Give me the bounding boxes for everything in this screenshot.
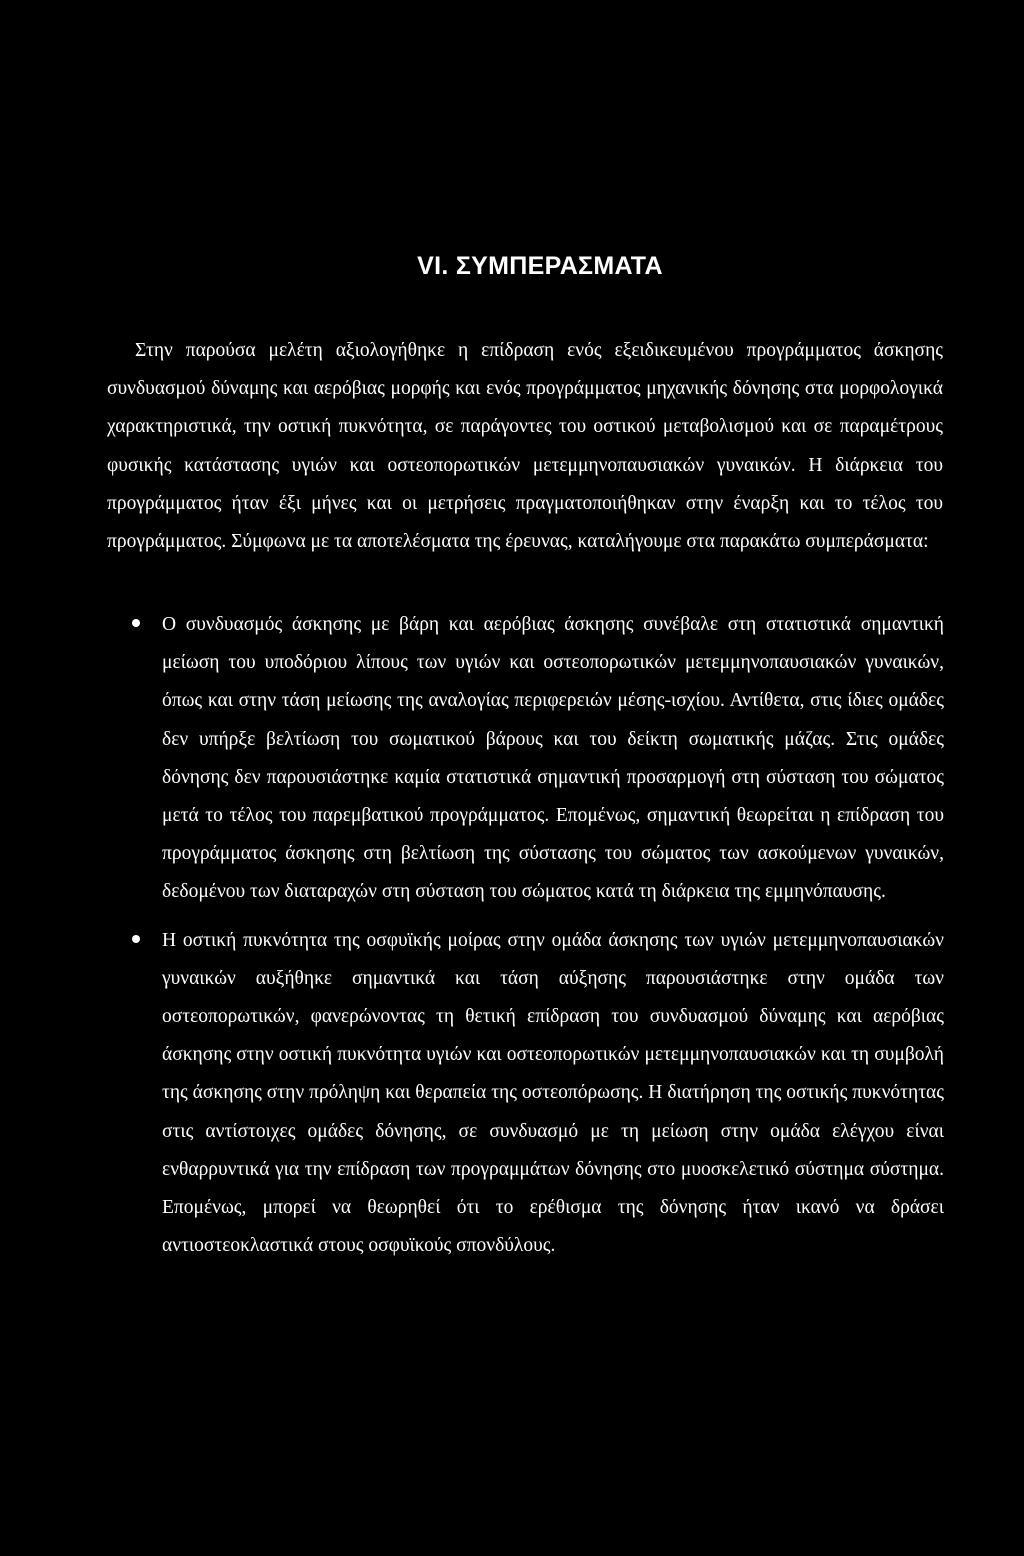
bullet-dot-icon <box>132 619 140 627</box>
conclusions-list <box>162 606 944 1275</box>
list-item-text: Η οστική πυκνότητα της οσφυϊκής μοίρας στην ομάδα άσκησης των υγιών μετεμμηνοπαυσιακών γυναικών αυξήθηκε σημαντικά και τάση αύξησης παρουσιάστηκε στην ομάδα των οστεοπορωτικών, φανερώνοντας τη θετική επίδραση του συνδυασμού δύναμης και αερόβιας άσκησης στην οστική πυκνότητα υγιών και οστεοπορωτικών μετεμμηνοπαυσιακών και τη συμβολή της άσκησης στην πρόληψη και θεραπεία της οστεοπόρωσης. Η διατήρηση της οστικής πυκνότητας στις αντίστοιχες ομάδες δόνησης, σε συνδυασμό με τη μείωση στην ομάδα ελέγχου είναι ενθαρρυντικά για την επίδραση των προγραμμάτων δόνησης στο μυοσκελετικό σύστημα σύστημα. Επομένως, μπορεί να θεωρηθεί ότι το ερέθισμα της δόνησης ήταν ικανό να δράσει αντιοστεοκλαστικά στους οσφυϊκούς σπονδύλους. <box>162 929 944 1257</box>
list-item-text: Ο συνδυασμός άσκησης με βάρη και αερόβιας άσκησης συνέβαλε στη στατιστικά σημαντική μείωση του υποδόριου λίπους των υγιών και οστεοπορωτικών μετεμμηνοπαυσιακών γυναικών, όπως και στην τάση μείωσης της αναλογίας περιφερειών μέσης-ισχίου. Αντίθετα, στις ίδιες ομάδες δεν υπήρξε βελτίωση του σωματικού βάρους και του δείκτη σωματικής μάζας. Στις ομάδες δόνησης δεν παρουσιάστηκε καμία στατιστικά σημαντική προσαρμογή στη σύσταση του σώματος μετά το τέλος του παρεμβατικού προγράμματος. Επομένως, σημαντική θεωρείται η επίδραση του προγράμματος άσκησης στη βελτίωση της σύστασης του σώματος των ασκούμενων γυναικών, δεδομένου των διαταραχών στη σύσταση του σώματος κατά τη διάρκεια της εμμηνόπαυσης. <box>162 614 944 903</box>
section-heading: VI. ΣΥΜΠΕΡΑΣΜΑΤΑ <box>417 252 663 280</box>
intro-paragraph: Στην παρούσα μελέτη αξιολογήθηκε η επίδραση ενός εξειδικευμένου προγράμματος άσκησης συνδυασμού δύναμης και αερόβιας μορφής και ενός προγράμματος μηχανικής δόνησης στα μορφολογικά χαρακτηριστικά, την οστική πυκνότητα, σε παράγοντες του οστικού μεταβολισμού και σε παραμέτρους φυσικής κατάστασης υγιών και οστεοπορωτικών μετεμμηνοπαυσιακών γυναικών. Η διάρκεια του προγράμματος ήταν έξι μήνες και οι μετρήσεις πραγματοποιήθηκαν στην έναρξη και το τέλος του προγράμματος. Σύμφωνα με τα αποτελέσματα της έρευνας, καταλήγουμε στα παρακάτω συμπεράσματα: <box>107 340 943 553</box>
list-item <box>162 922 944 1266</box>
bullet-dot-icon <box>132 935 140 943</box>
list-item <box>162 606 944 912</box>
